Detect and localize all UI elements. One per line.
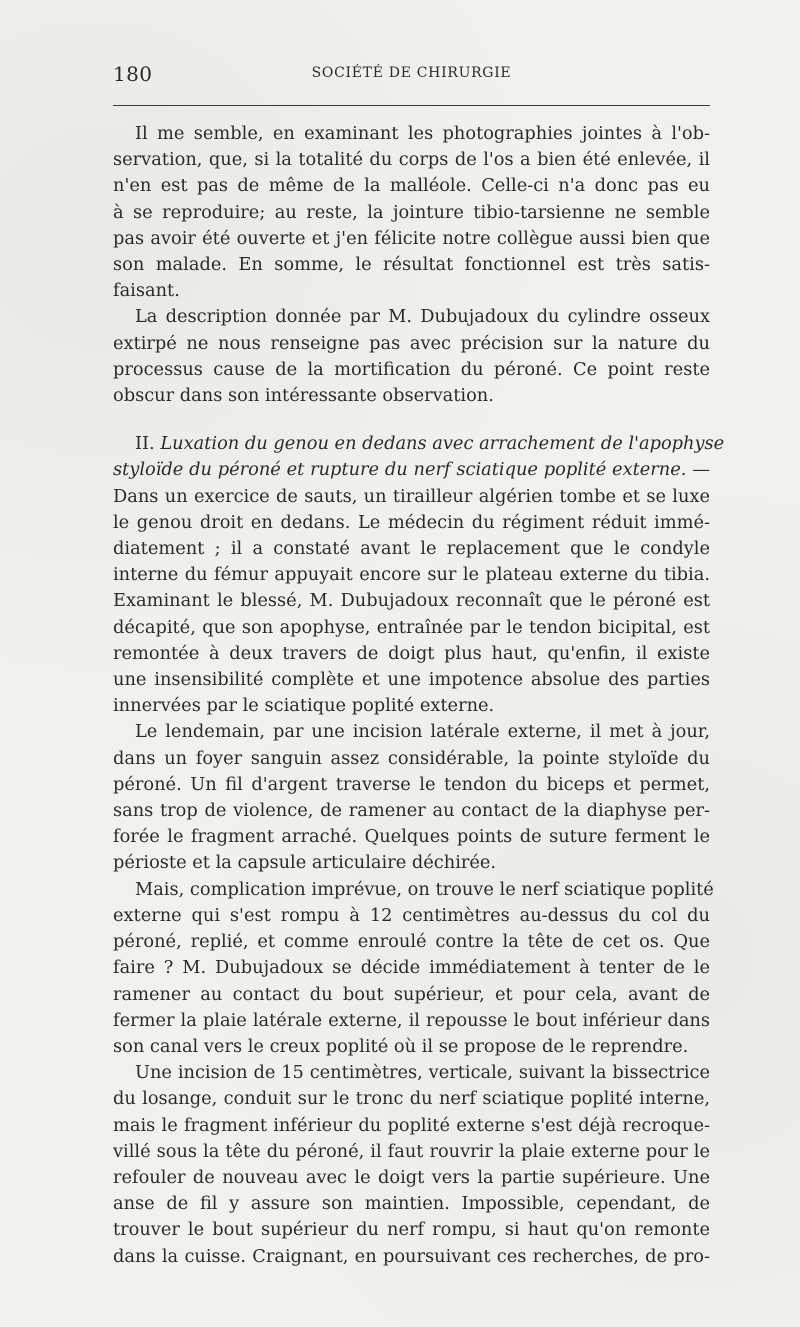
text-line: Il me semble, en examinant les photographies jointes à l'ob- [135,123,710,144]
text-line: anse de fil y assure son maintien. Impossible, cependant, de [113,1193,710,1215]
text-line: à se reproduire; au reste, la jointure tibio-tarsienne ne semble [113,201,710,223]
text-line: le genou droit en dedans. Le médecin du régiment réduit immé- [113,511,710,533]
section-ii [113,431,725,719]
text-line: Le lendemain, par une incision latérale externe, il met à jour, [135,721,710,743]
text-line: refouler de nouveau avec le doigt vers la partie supérieure. Une [113,1166,710,1188]
text-line: Une incision de 15 centimètres, verticale, suivant la bissectrice [135,1062,710,1084]
text-line: Dans un exercice de sauts, un tirailleur algérien tombe et se luxe [113,485,710,507]
text-line: extirpé ne nous renseigne pas avec précision sur la nature du [113,332,710,354]
text-line: Examinant le blessé, M. Dubujadoux reconnaît que le péroné est [113,590,710,612]
section-gap [113,409,710,431]
text-line: dans la cuisse. Craignant, en poursuivant ces recherches, de pro- [113,1245,710,1267]
text-line: fermer la plaie latérale externe, il repousse le bout inférieur dans [113,1009,710,1031]
section-title-italic: styloïde du péroné et rupture du nerf sciatique poplité externe. [113,459,687,481]
text-line: son malade. En somme, le résultat fonctionnel est très satis- [113,254,710,276]
text-line: sans trop de violence, de ramener au contact de la diaphyse per- [113,800,710,822]
text-line: péroné, replié, et comme enroulé contre la tête de cet os. Que [113,931,710,953]
text-line: du losange, conduit sur le tronc du nerf sciatique poplité interne, [113,1088,710,1110]
text-line: mais le fragment inférieur du poplité externe s'est déjà recroque- [113,1114,710,1136]
text-line: Mais, complication imprévue, on trouve le nerf sciatique poplité [135,878,714,900]
text-line: La description donnée par M. Dubujadoux du cylindre osseux [135,306,710,328]
text-line: dans un foyer sanguin assez considérable, la pointe styloïde du [113,747,710,769]
text-line: périoste et la capsule articulaire déchirée. [113,852,497,874]
text-line: pas avoir été ouverte et j'en félicite notre collègue aussi bien que [113,227,710,249]
text-line: une insensibilité complète et une impotence absolue des parties [113,669,710,691]
text-line: faire ? M. Dubujadoux se décide immédiatement à tenter de le [113,957,710,979]
paragraph-4 [113,719,710,876]
text-line: forée le fragment arraché. Quelques points de suture ferment le [113,826,710,848]
dash: — [686,459,710,481]
paragraph-1 [113,121,710,304]
text-line: décapité, que son apophyse, entraînée par le tendon bicipital, est [113,616,710,638]
page-text [113,121,725,1270]
section-heading-line [113,457,710,483]
page-number: 180 [113,62,153,86]
text-line: ramener au contact du bout supérieur, et pour cela, avant de [113,983,710,1005]
text-line: innervées par le sciatique poplité externe. [113,695,495,717]
section-number: II. [135,433,161,455]
text-line: péroné. Un fil d'argent traverse le tendon du biceps et permet, [113,773,710,795]
text-line: remontée à deux travers de doigt plus haut, qu'enfin, il existe [113,642,710,664]
header-rule [113,105,710,106]
text-line: servation, que, si la totalité du corps de l'os a bien été enlevée, il [113,149,710,171]
text-line: diatement ; il a constaté avant le replacement que le condyle [113,538,710,560]
paragraph-6 [113,1060,710,1270]
paragraph-5 [113,877,714,1060]
section-title-italic: Luxation du genou en dedans avec arrachement de l'apophyse [160,433,725,455]
text-line: n'en est pas de même de la malléole. Celle-ci n'a donc pas eu [113,175,710,197]
section-heading-line [113,431,725,457]
text-line: villé sous la tête du péroné, il faut rouvrir la plaie externe pour le [113,1140,710,1162]
page-header [113,62,710,94]
text-line: obscur dans son intéressante observation. [113,385,494,407]
text-line: faisant. [113,280,180,302]
paragraph-2 [113,304,710,409]
text-line: son canal vers le creux poplité où il se propose de le reprendre. [113,1035,689,1057]
text-line: interne du fémur appuyait encore sur le plateau externe du tibia. [113,564,710,586]
text-line: processus cause de la mortification du péroné. Ce point reste [113,358,710,380]
running-head: SOCIÉTÉ DE CHIRURGIE [311,65,512,81]
text-line: trouver le bout supérieur du nerf rompu, si haut qu'on remonte [113,1219,710,1241]
text-line: externe qui s'est rompu à 12 centimètres au-dessus du col du [113,904,710,926]
